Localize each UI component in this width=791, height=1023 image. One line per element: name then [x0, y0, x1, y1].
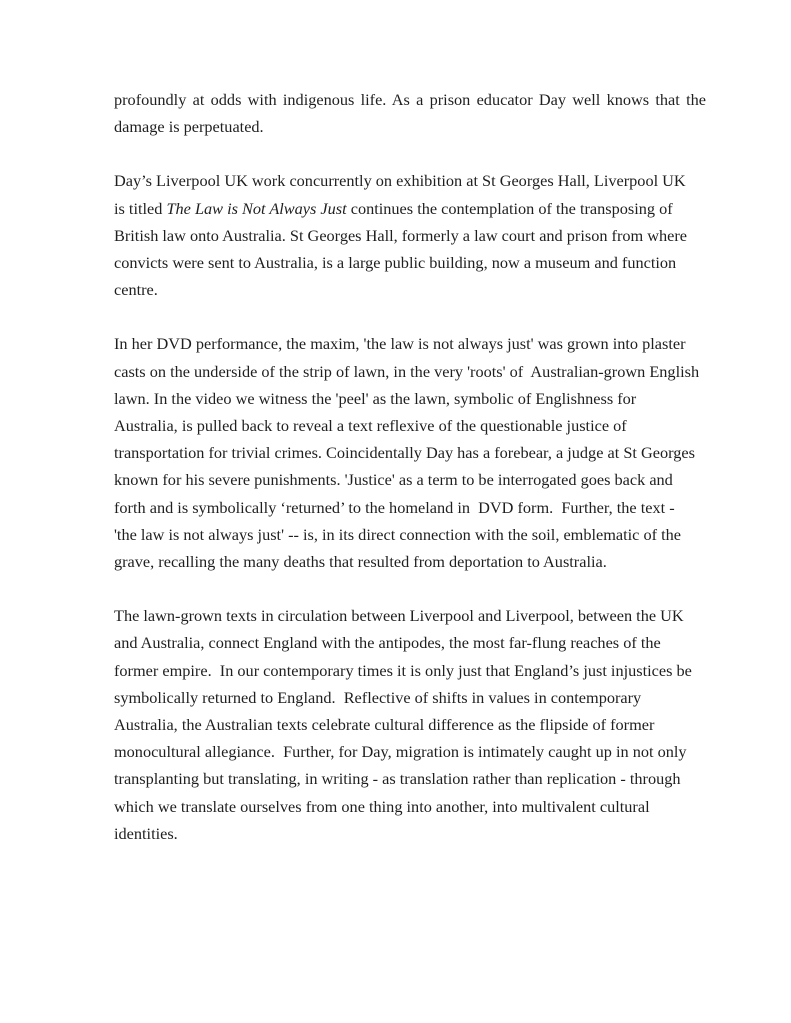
text-line	[114, 793, 689, 820]
text-segment: and Australia, connect England with the antipodes, the most far-flung reaches of the	[114, 633, 661, 653]
text-line	[114, 358, 700, 385]
text-line	[114, 548, 689, 575]
text-segment: convicts were sent to Australia, is a large public building, now a museum and function	[114, 253, 677, 273]
text-line	[114, 711, 689, 738]
text-segment: British law onto Australia. St Georges Hall, formerly a law court and prison from where	[114, 225, 688, 245]
text-segment: symbolically returned to England. Reflective of shifts in values in contemporary	[114, 687, 642, 707]
italic-text-segment: The Law is Not Always Just	[166, 198, 347, 218]
text-segment: is titled	[114, 198, 167, 218]
text-line	[114, 629, 689, 656]
text-segment: Australia, the Australian texts celebrate cultural difference as the flipside of former	[114, 715, 655, 735]
text-segment: known for his severe punishments. 'Justice' as a term to be interrogated goes back and	[114, 470, 673, 490]
text-segment: profoundly at odds with indigenous life. As a prison educator Day well knows that the	[114, 90, 706, 109]
text-segment: forth and is symbolically ‘returned’ to the homeland in DVD form. Further, the text -	[114, 497, 675, 517]
text-segment: identities.	[114, 823, 178, 843]
text-line	[114, 385, 689, 412]
text-line	[114, 684, 689, 711]
text-segment: casts on the underside of the strip of lawn, in the very 'roots' of Australian-grown English	[114, 361, 700, 381]
text-segment: grave, recalling the many deaths that resulted from deportation to Australia.	[114, 552, 607, 572]
text-line	[114, 167, 689, 194]
text-segment: monocultural allegiance. Further, for Day, migration is intimately caught up in not only	[114, 742, 687, 762]
text-line	[114, 222, 689, 249]
text-line	[114, 412, 689, 439]
text-segment: centre.	[114, 280, 158, 300]
paragraph	[114, 602, 692, 847]
text-line	[114, 330, 689, 357]
text-segment: The lawn-grown texts in circulation between Liverpool and Liverpool, between the UK	[114, 606, 684, 626]
text-line	[114, 195, 689, 222]
text-segment: former empire. In our contemporary times it is only just that England’s just injustices be	[114, 660, 692, 680]
text-segment: Australia, is pulled back to reveal a text reflexive of the questionable justice of	[114, 416, 627, 436]
text-line	[114, 276, 689, 303]
text-line	[114, 820, 689, 847]
text-line	[114, 249, 689, 276]
paragraph	[114, 330, 700, 575]
text-line	[114, 86, 706, 113]
paragraph	[114, 86, 706, 140]
text-line	[114, 765, 689, 792]
text-segment: which we translate ourselves from one thing into another, into multivalent cultural	[114, 796, 650, 816]
text-line	[114, 113, 689, 140]
text-line	[114, 602, 689, 629]
text-segment: lawn. In the video we witness the 'peel' as the lawn, symbolic of Englishness for	[114, 388, 637, 408]
text-segment: transportation for trivial crimes. Coincidentally Day has a forebear, a judge at St Georges	[114, 443, 695, 463]
text-line	[114, 439, 695, 466]
paragraph	[114, 167, 689, 303]
text-line	[114, 738, 689, 765]
text-line	[114, 521, 689, 548]
text-segment: damage is perpetuated.	[114, 117, 264, 137]
text-segment: continues the contemplation of the transposing of	[346, 198, 673, 218]
text-block	[114, 86, 706, 874]
text-segment: Day’s Liverpool UK work concurrently on exhibition at St Georges Hall, Liverpool UK	[114, 171, 686, 191]
text-line	[114, 466, 689, 493]
text-segment: In her DVD performance, the maxim, 'the law is not always just' was grown into plaster	[114, 334, 686, 354]
text-line	[114, 494, 689, 521]
text-line	[114, 657, 692, 684]
text-segment: 'the law is not always just' -- is, in its direct connection with the soil, emblematic of the	[114, 524, 681, 544]
text-segment: transplanting but translating, in writing - as translation rather than replication - through	[114, 769, 681, 789]
